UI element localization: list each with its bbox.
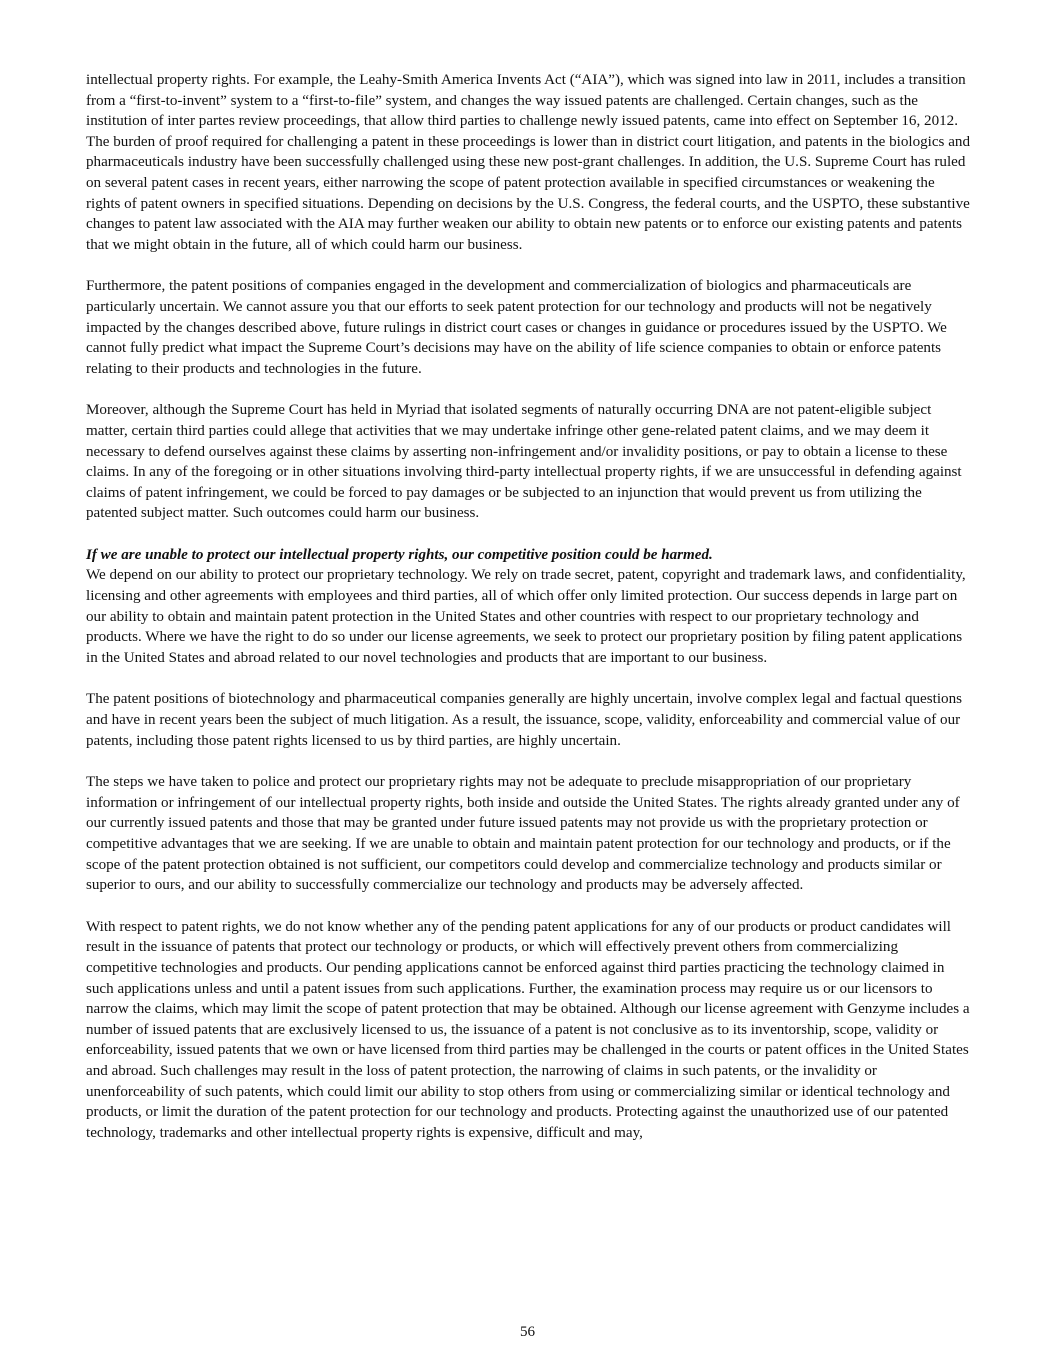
paragraph-police-protect: The steps we have taken to police and protect our proprietary rights may not be adequate to preclude misappropriation of our proprietary information or infringement of our intellectual property rights, both inside and outside the United States. The rights already granted under any of our currently issued patents and those that may be granted under future issued patents may not provide us with the proprietary protection or competitive advantages that we are seeking. If we are unable to obtain and maintain patent protection for our technology and products, or if the scope of the patent protection obtained is not sufficient, our competitors could develop and commercialize technology and products similar or superior to ours, and our ability to successfully commercialize our technology and products may be adversely affected.	[86, 774, 960, 894]
paragraph-myriad: Moreover, although the Supreme Court has held in Myriad that isolated segments of naturally occurring DNA are not patent-eligible subject matter, certain third parties could allege that activities that we may undertake infringe other gene-related patent claims, and we may deem it necessary to defend ourselves against these claims by asserting non-infringement and/or invalidity positions, or pay to obtain a license to these claims. In any of the foregoing or in other situations involving third-party intellectual property rights, if we are unsuccessful in defending against claims of patent infringement, we could be forced to pay damages or be subjected to an injunction that would prevent us from utilizing the patented subject matter. Such outcomes could harm our business.	[86, 402, 962, 522]
paragraph-aia: intellectual property rights. For example, the Leahy-Smith America Invents Act (“AIA”), which was signed into law in 2011, includes a transition from a “first-to-invent” system to a “first-to-file” system, and changes the way issued patents are challenged. Certain changes, such as the institution of inter partes review proceedings, that allow third parties to challenge newly issued patents, came into effect on September 16, 2012. The burden of proof required for challenging a patent in these proceedings is lower than in district court litigation, and patents in the biologics and pharmaceuticals industry have been successfully challenged using these new post-grant challenges. In addition, the U.S. Supreme Court has ruled on several patent cases in recent years, either narrowing the scope of patent protection available in specified circumstances or weakening the rights of patent owners in specified situations. Depending on decisions by the U.S. Congress, the federal courts, and the USPTO, these substantive changes to patent law associated with the AIA may further weaken our ability to obtain new patents or to enforce our existing patents and patents that we might obtain in the future, all of which could harm our business.	[86, 72, 970, 253]
paragraph-spacer	[86, 751, 972, 772]
paragraph-spacer	[86, 668, 972, 689]
paragraph-proprietary-technology: We depend on our ability to protect our proprietary technology. We rely on trade secret, patent, copyright and trademark laws, and confidentiality, licensing and other agreements with employees and third parties, all of which offer only limited protection. Our success depends in large part on our ability to obtain and maintain patent protection in the United States and other countries with respect to our proprietary technology and products. Where we have the right to do so under our license agreements, we seek to protect our proprietary position by filing patent applications in the United States and abroad related to our novel technologies and products that are important to our business.	[86, 567, 966, 666]
paragraph-pending-applications: With respect to patent rights, we do not know whether any of the pending patent applications for any of our products or product candidates will result in the issuance of patents that protect our technology or products, or which will effectively prevent others from commercializing competitive technologies and products. Our pending applications cannot be enforced against third parties practicing the technology claimed in such applications unless and until a patent issues from such applications. Further, the examination process may require us or our licensors to narrow the claims, which may limit the scope of patent protection that may be obtained. Although our license agreement with Genzyme includes a number of issued patents that are exclusively licensed to us, the issuance of a patent is not conclusive as to its inventorship, scope, validity or enforceability, issued patents that we own or have licensed from third parties may be challenged in the courts or patent offices in the United States and abroad. Such challenges may result in the loss of patent protection, the narrowing of claims in such patents, or the invalidity or unenforceability of such patents, which could limit our ability to stop others from using or commercializing similar or identical technology and products, or limit the duration of the patent protection for our technology and products. Protecting against the unauthorized use of our patented technology, trademarks and other intellectual property rights is expensive, difficult and may,	[86, 918, 970, 1141]
paragraph-biotech-uncertainty: The patent positions of biotechnology and pharmaceutical companies generally are highly uncertain, involve complex legal and factual questions and have in recent years been the subject of much litigation. As a result, the issuance, scope, validity, enforceability and commercial value of our patents, including those patent rights licensed to us by third parties, are highly uncertain.	[86, 691, 962, 749]
paragraph-spacer	[86, 255, 972, 276]
document-page	[86, 70, 972, 1143]
section-heading: If we are unable to protect our intellectual property rights, our competitive position could be harmed.	[86, 546, 713, 563]
paragraph-spacer	[86, 524, 972, 545]
paragraph-spacer	[86, 896, 972, 917]
paragraph-patent-positions: Furthermore, the patent positions of companies engaged in the development and commercialization of biologics and pharmaceuticals are particularly uncertain. We cannot assure you that our efforts to seek patent protection for our technology and products will not be negatively impacted by the changes described above, future rulings in district court cases or changes in guidance or procedures issued by the USPTO. We cannot fully predict what impact the Supreme Court’s decisions may have on the ability of life science companies to obtain or enforce patents relating to their products and technologies in the future.	[86, 278, 947, 377]
paragraph-spacer	[86, 379, 972, 400]
page-number: 56	[519, 1324, 536, 1340]
